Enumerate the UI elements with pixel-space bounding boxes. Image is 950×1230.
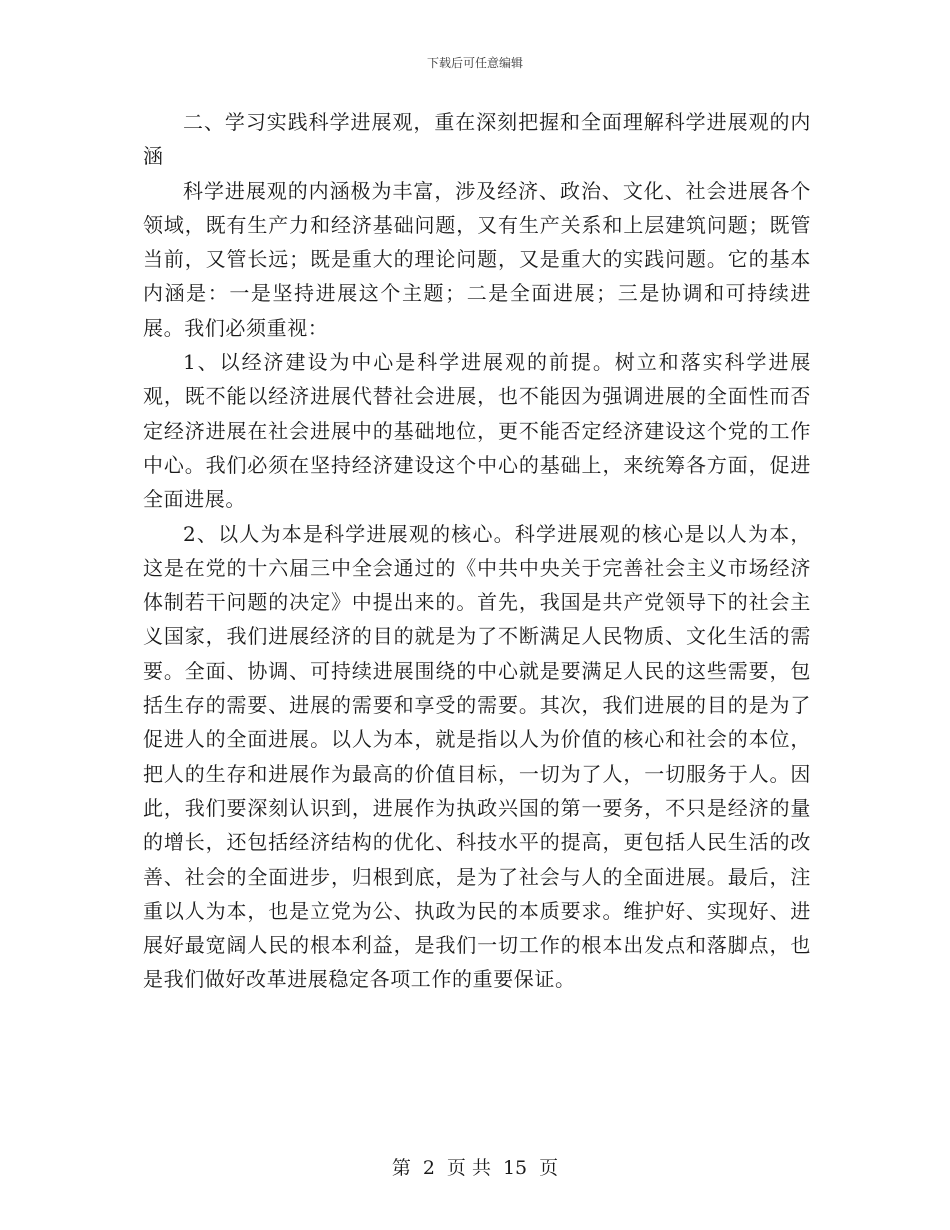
paragraph-intro: 科学进展观的内涵极为丰富，涉及经济、政治、文化、社会进展各个领域，既有生产力和经济基础问题，又有生产关系和上层建筑问题；既管当前，又管长远；既是重大的理论问题，又是重大的实践问题。它的基本内涵是：一是坚持进展这个主题；二是全面进展；三是协调和可持续进展。我们必须重视： (143, 178, 811, 340)
footer-prefix: 第 (391, 1157, 411, 1179)
document-body (143, 105, 811, 997)
section-heading: 二、学习实践科学进展观，重在深刻把握和全面理解科学进展观的内涵 (143, 110, 811, 169)
paragraph-point-2: 2、以人为本是科学进展观的核心。科学进展观的核心是以人为本，这是在党的十六届三中全会通过的《中共中央关于完善社会主义市场经济体制若干问题的决定》中提出来的。首先，我国是共产党领导下的社会主义国家，我们进展经济的目的就是为了不断满足人民物质、文化生活的需要。全面、协调、可持续进展围绕的中心就是要满足人民的这些需要，包括生存的需要、进展的需要和享受的需要。其次，我们进展的目的是为了促进人的全面进展。以人为本，就是指以人为价值的核心和社会的本位，把人的生存和进展作为最高的价值目标，一切为了人，一切服务于人。因此，我们要深刻认识到，进展作为执政兴国的第一要务，不只是经济的量的增长，还包括经济结构的优化、科技水平的提高，更包括人民生活的改善、社会的全面进步，归根到底，是为了社会与人的全面进展。最后，注重以人为本，也是立党为公、执政为民的本质要求。维护好、实现好、进展好最宽阔人民的根本利益，是我们一切工作的根本出发点和落脚点，也是我们做好改革进展稳定各项工作的重要保证。 (143, 521, 811, 992)
footer-mid: 页 共 (446, 1157, 491, 1179)
paragraph-point-1: 1、以经济建设为中心是科学进展观的前提。树立和落实科学进展观，既不能以经济进展代替社会进展，也不能因为强调进展的全面性而否定经济进展在社会进展中的基础地位，更不能否定经济建设这个党的工作中心。我们必须在坚持经济建设这个中心的基础上，来统筹各方面，促进全面进展。 (143, 350, 811, 512)
total-page-count: 15 (502, 1157, 528, 1179)
page-footer (0, 1153, 950, 1180)
page-header: 下载后可任意编辑 (426, 56, 523, 70)
current-page-number: 2 (422, 1157, 435, 1179)
footer-suffix: 页 (539, 1157, 559, 1179)
